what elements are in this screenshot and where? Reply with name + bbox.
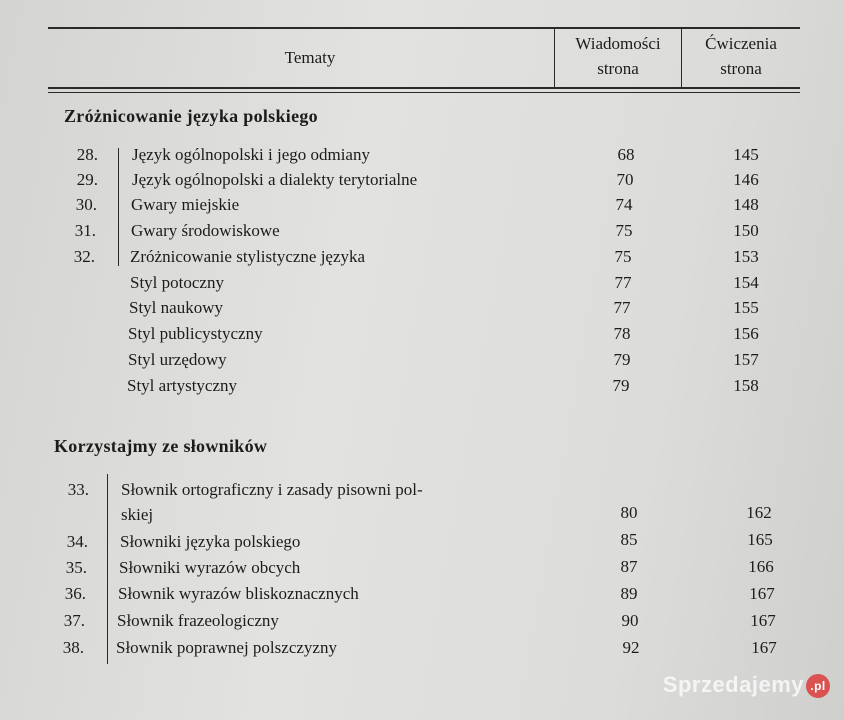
row-exercises-page: 162	[746, 503, 772, 522]
row-knowledge-page: 87	[620, 557, 638, 576]
row-exercises-page: 145	[733, 145, 759, 164]
row-exercises-page: 146	[733, 170, 759, 189]
section-title: Zróżnicowanie języka polskiego	[64, 106, 318, 126]
row-knowledge-page: 77	[613, 298, 631, 317]
row-number: 38.	[62, 638, 84, 657]
row-knowledge-page: 89	[620, 584, 638, 603]
header-col-divider-1	[554, 27, 555, 89]
row-topic: Styl naukowy	[129, 298, 223, 317]
row-knowledge-page: 75	[614, 247, 632, 266]
row-exercises-page: 167	[751, 638, 777, 657]
row-number: 35.	[65, 558, 87, 577]
row-topic: Słowniki wyrazów obcych	[119, 558, 301, 577]
row-topic: Zróżnicowanie stylistyczne języka	[130, 247, 366, 266]
row-topic: Gwary środowiskowe	[131, 221, 280, 240]
row-knowledge-page: 80	[620, 503, 638, 522]
header-exercises-line2: strona	[720, 59, 762, 78]
row-topic: Słowniki języka polskiego	[120, 532, 301, 551]
row-knowledge-page: 92	[622, 638, 640, 657]
header-knowledge-line2: strona	[597, 59, 639, 78]
row-exercises-page: 155	[733, 298, 759, 317]
row-topic: Styl potoczny	[130, 273, 224, 292]
row-exercises-page: 148	[733, 195, 759, 214]
row-knowledge-page: 79	[613, 350, 631, 369]
row-number: 31.	[74, 221, 96, 240]
row-exercises-page: 157	[733, 350, 759, 369]
row-knowledge-page: 75	[615, 221, 633, 240]
row-number: 28.	[76, 145, 98, 164]
row-topic-continuation: skiej	[121, 505, 154, 524]
row-exercises-page: 156	[733, 324, 759, 343]
row-number: 32.	[73, 247, 95, 266]
header-bottom-rule	[48, 87, 800, 89]
row-topic: Słownik wyrazów bliskoznacznych	[118, 584, 359, 603]
row-topic: Styl artystyczny	[127, 376, 238, 395]
row-knowledge-page: 85	[620, 530, 638, 549]
header-topics: Tematy	[284, 48, 336, 67]
header-knowledge-line1: Wiadomości	[575, 34, 661, 53]
header-col-divider-2	[681, 27, 682, 89]
row-topic: Słownik poprawnej polszczyzny	[116, 638, 337, 657]
row-knowledge-page: 90	[621, 611, 639, 630]
row-topic: Gwary miejskie	[131, 195, 240, 214]
section-title: Korzystajmy ze słowników	[54, 436, 268, 456]
row-knowledge-page: 78	[613, 324, 631, 343]
row-exercises-page: 150	[733, 221, 759, 240]
row-topic: Język ogólnopolski a dialekty terytorialne	[132, 170, 418, 189]
row-exercises-page: 158	[733, 376, 759, 395]
row-topic: Słownik ortograficzny i zasady pisowni pol-	[121, 480, 423, 499]
row-exercises-page: 153	[733, 247, 759, 266]
row-exercises-page: 154	[733, 273, 759, 292]
header-top-rule	[48, 27, 800, 29]
watermark-text: Sprzedajemy	[662, 671, 804, 697]
header-bottom-rule-thin	[48, 92, 800, 93]
row-number: 33.	[67, 480, 89, 499]
number-column-rule	[107, 474, 108, 664]
row-knowledge-page: 70	[616, 170, 634, 189]
row-knowledge-page: 79	[612, 376, 630, 395]
row-topic: Styl publicystyczny	[128, 324, 263, 343]
row-knowledge-page: 74	[615, 195, 633, 214]
row-number: 34.	[66, 532, 88, 551]
row-topic: Słownik frazeologiczny	[117, 611, 279, 630]
number-column-rule	[118, 148, 119, 266]
row-knowledge-page: 68	[617, 145, 635, 164]
watermark-badge: .pl	[806, 674, 830, 698]
row-topic: Język ogólnopolski i jego odmiany	[132, 145, 370, 164]
row-exercises-page: 167	[750, 611, 776, 630]
row-number: 29.	[76, 170, 98, 189]
row-exercises-page: 167	[749, 584, 775, 603]
row-exercises-page: 165	[747, 530, 773, 549]
header-exercises-line1: Ćwiczenia	[705, 34, 777, 53]
watermark	[663, 672, 830, 698]
row-topic: Styl urzędowy	[128, 350, 227, 369]
row-number: 37.	[63, 611, 85, 630]
row-number: 36.	[64, 584, 86, 603]
row-knowledge-page: 77	[614, 273, 632, 292]
row-exercises-page: 166	[748, 557, 774, 576]
row-number: 30.	[75, 195, 97, 214]
